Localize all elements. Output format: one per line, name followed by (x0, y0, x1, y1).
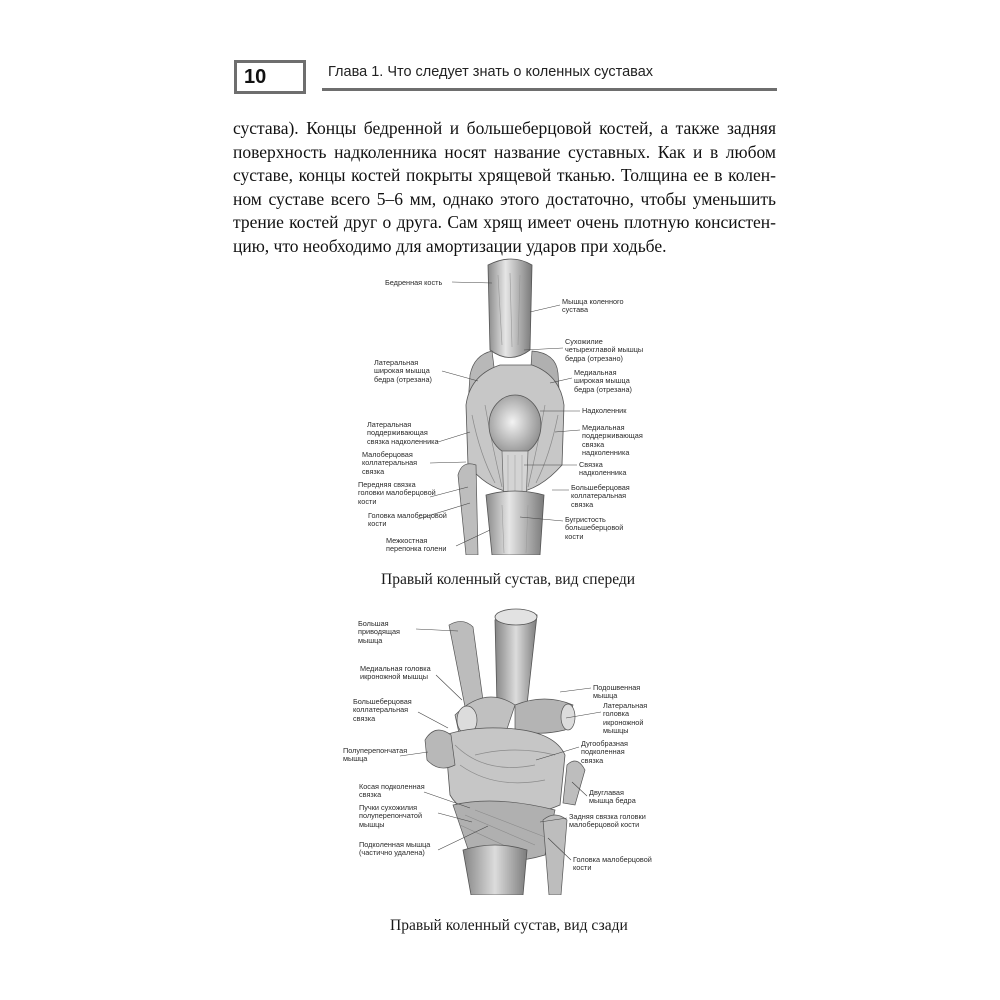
label-lateral-retinaculum: Латеральная поддерживающая связка надколенника (367, 420, 439, 446)
label-gastrocnemius-lateral-head: Латеральная головка икроножной мышцы (603, 701, 648, 736)
label-gastrocnemius-medial-head: Медиальная головка икроножной мышцы (360, 664, 431, 682)
label-articularis-genus: Мышца коленного сустава (562, 297, 624, 315)
label-popliteus: Подколенная мышца (частично удалена) (359, 840, 431, 858)
label-semimembranosus-tendon-bundles: Пучки сухожилия полуперепончатой мышцы (359, 803, 423, 829)
body-line: суставе, концы костей покрыты хрящевой тканью. Толщина ее в колен- (233, 165, 776, 186)
label-posterior-fibular-head-ligament: Задняя связка головки малоберцовой кости (569, 812, 646, 830)
label-semimembranosus: Полуперепончатая мышца (343, 746, 408, 764)
label-femur: Бедренная кость (385, 278, 443, 287)
label-interosseous-membrane: Межкостная перепонка голени (386, 536, 447, 554)
label-patella: Надколенник (582, 406, 627, 415)
label-patellar-ligament: Связка надколенника (579, 460, 627, 478)
page-number: 10 (244, 65, 267, 88)
label-biceps-femoris: Двуглавая мышца бедра (589, 788, 636, 806)
label-fibular-collateral: Малоберцовая коллатеральная связка (362, 450, 418, 476)
label-anterior-fibular-head-ligament: Передняя связка головки малоберцовой кости (358, 480, 436, 506)
label-medial-retinaculum: Медиальная поддерживающая связка надколенника (582, 423, 643, 458)
body-line: сустава). Концы бедренной и большеберцовой костей, а также задняя (233, 118, 776, 138)
body-line: ном суставе всего 5–6 мм, однако этого достаточно, чтобы уменьшить (233, 188, 776, 209)
label-fibular-head-back: Головка малоберцовой кости (573, 855, 652, 873)
label-tibial-tuberosity: Бугристость большеберцовой кости (565, 515, 624, 541)
caption-front: Правый коленный сустав, вид спереди (381, 571, 636, 588)
label-tibial-collateral-back: Большеберцовая коллатеральная связка (353, 697, 412, 723)
label-fibular-head: Головка малоберцовой кости (368, 511, 447, 529)
chapter-title: Глава 1. Что следует знать о коленных суставах (328, 64, 654, 80)
label-arcuate-popliteal: Дугообразная подколенная связка (581, 739, 628, 765)
label-quadriceps-tendon: Сухожилие четырехглавой мышцы бедра (отрезано) (565, 337, 644, 363)
label-oblique-popliteal: Косая подколенная связка (359, 782, 425, 800)
label-adductor-magnus: Большая приводящая мышца (358, 619, 400, 645)
body-line: цию, что необходимо для амортизации ударов при ходьбе. (233, 235, 667, 256)
caption-back: Правый коленный сустав, вид сзади (390, 917, 628, 934)
body-line: поверхность надколенника носят название суставных. Как и в любом (233, 141, 776, 162)
body-line: трение костей друг о друга. Сам хрящ имеет очень плотную консистен- (233, 212, 776, 233)
label-tibial-collateral: Большеберцовая коллатеральная связка (571, 483, 630, 509)
label-vastus-lateralis: Латеральная широкая мышца бедра (отрезана) (374, 358, 432, 384)
label-vastus-medialis: Медиальная широкая мышца бедра (отрезана) (574, 368, 632, 394)
label-plantaris: Подошвенная мышца (593, 683, 641, 701)
